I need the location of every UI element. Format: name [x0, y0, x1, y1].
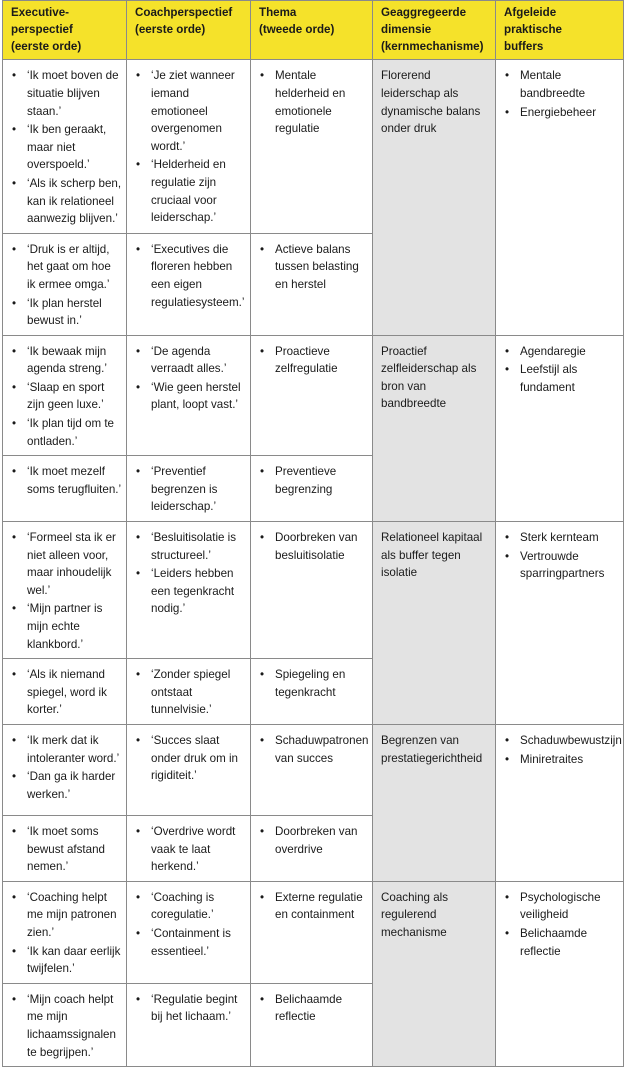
theme-list — [255, 67, 368, 137]
theme-cell — [251, 815, 373, 881]
table-row — [3, 881, 624, 983]
executive-quote-list — [7, 823, 122, 876]
buffer-list — [500, 889, 619, 960]
coach-quote-item: • ‘Executives die floreren hebben een eigen regulatiesysteem.’ — [151, 241, 246, 311]
buffer-item: • Miniretraites — [520, 751, 619, 769]
theme-cell — [251, 659, 373, 725]
table-row — [3, 60, 624, 233]
buffer-item: • Vertrouwde sparringpartners — [520, 548, 619, 583]
coach-quote-list — [131, 529, 246, 618]
theme-list — [255, 823, 368, 858]
coach-quote-list — [131, 67, 246, 226]
header-line: Executive- — [11, 6, 69, 19]
theme-cell — [251, 335, 373, 456]
header-line: (eerste orde) — [11, 39, 82, 53]
executive-quote-item: • ‘Formeel sta ik er niet alleen voor, maar inhoudelijk wel.’ — [27, 529, 122, 599]
header-buffers — [496, 1, 624, 60]
theme-item: • Spiegeling en tegenkracht — [275, 666, 368, 701]
buffer-list — [500, 529, 619, 583]
executive-quote-list — [7, 889, 122, 978]
theme-cell — [251, 522, 373, 659]
executive-cell — [3, 456, 127, 522]
header-line: (kernmechanisme) — [381, 39, 484, 53]
theme-item: • Mentale helderheid en emotionele regulatie — [275, 67, 368, 137]
executive-quote-list — [7, 529, 122, 653]
executive-quote-list — [7, 991, 122, 1061]
coach-cell — [127, 724, 251, 815]
executive-cell — [3, 659, 127, 725]
coach-cell — [127, 659, 251, 725]
buffers-cell — [496, 881, 624, 1066]
executive-quote-list — [7, 732, 122, 803]
buffer-item: • Sterk kernteam — [520, 529, 619, 547]
buffer-item: • Leefstijl als fundament — [520, 361, 619, 396]
theme-cell — [251, 881, 373, 983]
theme-list — [255, 991, 368, 1026]
header-line: Coachperspectief — [135, 6, 233, 19]
theme-cell — [251, 60, 373, 233]
coach-quote-list — [131, 991, 246, 1026]
theme-item: • Proactieve zelfregulatie — [275, 343, 368, 378]
coach-quote-item: • ‘Regulatie begint bij het lichaam.’ — [151, 991, 246, 1026]
buffer-list — [500, 67, 619, 121]
buffer-item: • Energiebeheer — [520, 104, 619, 122]
dimension-cell — [373, 335, 496, 521]
executive-quote-item: • ‘Ik moet soms bewust afstand nemen.’ — [27, 823, 122, 876]
theme-list — [255, 343, 368, 378]
theme-item: • Preventieve begrenzing — [275, 463, 368, 498]
executive-quote-item: • ‘Ik merk dat ik intoleranter word.’ — [27, 732, 122, 767]
table-row — [3, 522, 624, 659]
coach-quote-item: • ‘Succes slaat onder druk om in rigiditeit.’ — [151, 732, 246, 785]
buffers-cell — [496, 724, 624, 881]
buffers-cell — [496, 522, 624, 725]
header-line: Thema — [259, 6, 297, 19]
coach-quote-list — [131, 732, 246, 785]
coach-quote-list — [131, 823, 246, 876]
executive-quote-item: • ‘Dan ga ik harder werken.’ — [27, 768, 122, 803]
buffer-item: • Mentale bandbreedte — [520, 67, 619, 102]
buffer-item: • Schaduwbewustzijn — [520, 732, 619, 750]
header-line: dimensie — [381, 22, 432, 36]
executive-cell — [3, 881, 127, 983]
executive-quote-list — [7, 67, 122, 227]
dimension-text: Coaching als regulerend mechanisme — [381, 890, 449, 939]
executive-quote-item: • ‘Slaap en sport zijn geen luxe.’ — [27, 379, 122, 414]
header-line: (tweede orde) — [259, 22, 335, 36]
header-coach — [127, 1, 251, 60]
buffer-list — [500, 732, 622, 768]
theme-item: • Doorbreken van overdrive — [275, 823, 368, 858]
executive-cell — [3, 522, 127, 659]
coach-quote-list — [131, 889, 246, 960]
coach-cell — [127, 881, 251, 983]
executive-quote-item: • ‘Druk is er altijd, het gaat om hoe ik ermee omga.’ — [27, 241, 122, 294]
executive-cell — [3, 60, 127, 233]
theme-list — [255, 666, 368, 701]
theme-list — [255, 889, 368, 924]
theme-cell — [251, 233, 373, 335]
executive-quote-list — [7, 343, 122, 451]
dimension-text: Proactief zelfleiderschap als bron van bandbreedte — [381, 344, 477, 411]
executive-quote-item: • ‘Als ik scherp ben, kan ik relationeel aanwezig blijven.’ — [27, 175, 122, 228]
dimension-text: Relationeel kapitaal als buffer tegen isolatie — [381, 531, 483, 580]
executive-quote-list — [7, 463, 122, 498]
header-executive — [3, 1, 127, 60]
buffer-item: • Belichaamde reflectie — [520, 925, 619, 960]
executive-quote-list — [7, 666, 122, 719]
buffer-item: • Psychologische veiligheid — [520, 889, 619, 924]
coach-cell — [127, 60, 251, 233]
buffer-list — [500, 343, 619, 397]
buffer-item: • Agendaregie — [520, 343, 619, 361]
coach-quote-item: • ‘Containment is essentieel.’ — [151, 925, 246, 960]
table-body — [3, 60, 624, 1067]
coach-quote-item: • ‘Leiders hebben een tegenkracht nodig.’ — [151, 565, 246, 618]
theme-item: • Belichaamde reflectie — [275, 991, 368, 1026]
coach-quote-list — [131, 666, 246, 719]
executive-quote-item: • ‘Mijn coach helpt me mijn lichaamssignalen te begrijpen.’ — [27, 991, 122, 1061]
table-row — [3, 724, 624, 815]
coach-quote-item: • ‘Preventief begrenzen is leiderschap.’ — [151, 463, 246, 516]
theme-cell — [251, 456, 373, 522]
results-table — [2, 0, 624, 1067]
coach-quote-list — [131, 241, 246, 311]
executive-quote-item: • ‘Ik plan herstel bewust in.’ — [27, 295, 122, 330]
header-line: Afgeleide — [504, 6, 557, 19]
buffers-cell — [496, 60, 624, 335]
dimension-cell — [373, 60, 496, 335]
theme-item: • Doorbreken van besluitisolatie — [275, 529, 368, 564]
coach-quote-item: • ‘Zonder spiegel ontstaat tunnelvisie.’ — [151, 666, 246, 719]
coach-quote-list — [131, 343, 246, 414]
header-line: Geaggregeerde — [381, 6, 467, 19]
executive-quote-list — [7, 241, 122, 330]
header-theme — [251, 1, 373, 60]
dimension-cell — [373, 522, 496, 725]
theme-item: • Externe regulatie en containment — [275, 889, 368, 924]
theme-cell — [251, 724, 373, 815]
executive-quote-item: • ‘Mijn partner is mijn echte klankbord.’ — [27, 600, 122, 653]
coach-quote-item: • ‘Wie geen herstel plant, loopt vast.’ — [151, 379, 246, 414]
coach-cell — [127, 983, 251, 1066]
table-row — [3, 335, 624, 456]
executive-quote-item: • ‘Coaching helpt me mijn patronen zien.’ — [27, 889, 122, 942]
coach-quote-item: • ‘Je ziet wanneer iemand emotioneel overgenomen wordt.’ — [151, 67, 246, 155]
coach-cell — [127, 522, 251, 659]
theme-cell — [251, 983, 373, 1066]
executive-quote-item: • ‘Ik bewaak mijn agenda streng.’ — [27, 343, 122, 378]
coach-quote-item: • ‘Coaching is coregulatie.’ — [151, 889, 246, 924]
header-line: buffers — [504, 39, 544, 53]
coach-quote-item: • ‘Besluitisolatie is structureel.’ — [151, 529, 246, 564]
dimension-text: Florerend leiderschap als dynamische balans onder druk — [381, 69, 481, 136]
header-row — [3, 1, 624, 60]
coach-cell — [127, 335, 251, 456]
coach-cell — [127, 456, 251, 522]
executive-cell — [3, 815, 127, 881]
theme-list — [255, 529, 368, 564]
executive-cell — [3, 983, 127, 1066]
executive-cell — [3, 335, 127, 456]
executive-quote-item: • ‘Ik plan tijd om te ontladen.’ — [27, 415, 122, 450]
buffers-cell — [496, 335, 624, 521]
coach-quote-item: • ‘De agenda verraadt alles.’ — [151, 343, 246, 378]
executive-cell — [3, 233, 127, 335]
coach-cell — [127, 815, 251, 881]
executive-cell — [3, 724, 127, 815]
dimension-cell — [373, 881, 496, 1066]
dimension-cell — [373, 724, 496, 881]
theme-list — [255, 732, 368, 767]
coach-cell — [127, 233, 251, 335]
header-dimension — [373, 1, 496, 60]
coach-quote-list — [131, 463, 246, 516]
header-line: praktische — [504, 22, 562, 36]
theme-list — [255, 463, 368, 498]
executive-quote-item: • ‘Ik moet boven de situatie blijven staan.’ — [27, 67, 122, 120]
executive-quote-item: • ‘Als ik niemand spiegel, word ik korter.’ — [27, 666, 122, 719]
coach-quote-item: • ‘Helderheid en regulatie zijn cruciaal voor leiderschap.’ — [151, 156, 246, 226]
theme-item: • Schaduwpatronen van succes — [275, 732, 368, 767]
executive-quote-item: • ‘Ik moet mezelf soms terugfluiten.’ — [27, 463, 122, 498]
dimension-text: Begrenzen van prestatiegerichtheid — [381, 733, 483, 765]
header-line: perspectief — [11, 22, 73, 36]
theme-item: • Actieve balans tussen belasting en herstel — [275, 241, 368, 294]
theme-list — [255, 241, 368, 294]
coach-quote-item: • ‘Overdrive wordt vaak te laat herkend.’ — [151, 823, 246, 876]
executive-quote-item: • ‘Ik kan daar eerlijk twijfelen.’ — [27, 943, 122, 978]
executive-quote-item: • ‘Ik ben geraakt, maar niet overspoeld.’ — [27, 121, 122, 174]
header-line: (eerste orde) — [135, 22, 206, 36]
